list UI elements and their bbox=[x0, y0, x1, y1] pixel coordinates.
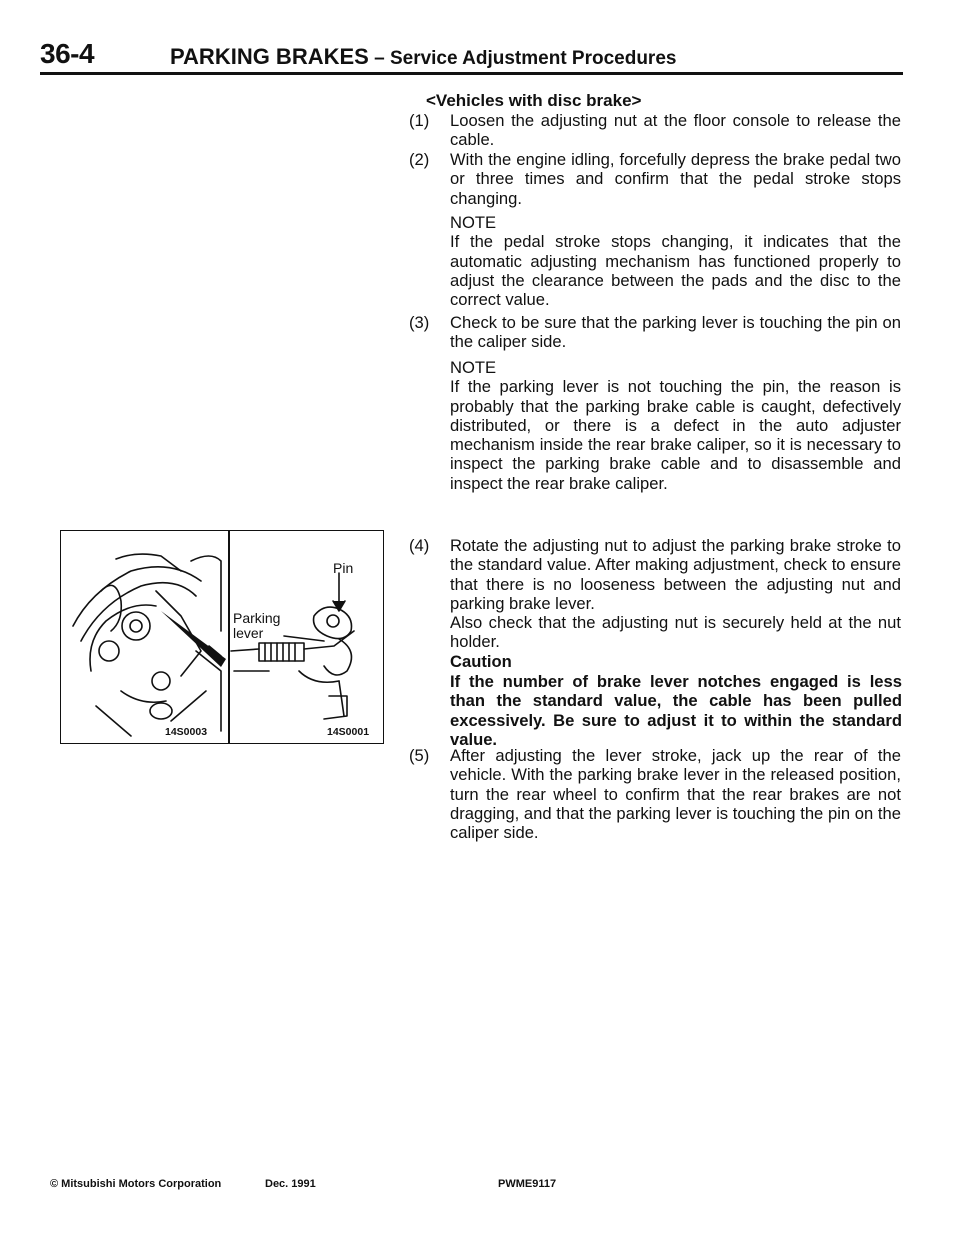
note-2 bbox=[450, 358, 901, 493]
page-number: 36-4 bbox=[40, 38, 95, 69]
caution-label: Caution bbox=[450, 652, 512, 671]
step-number: (4) bbox=[409, 536, 430, 555]
step-number: (5) bbox=[409, 746, 430, 765]
caution-block bbox=[450, 652, 902, 750]
page-header bbox=[40, 38, 903, 75]
figure-code-right: 14S0001 bbox=[327, 726, 370, 738]
footer-date: Dec. 1991 bbox=[265, 1178, 316, 1190]
footer-doc-code: PWME9117 bbox=[498, 1178, 557, 1190]
note-1 bbox=[450, 213, 901, 309]
note-text: If the parking lever is not touching the pin, the reason is probably that the parking brake cable is caught, defectively distributed, or there is a defect in the auto adjuster mechanism inside the rear brake caliper, so it is necessary to inspect the parking brake cable and to disassemble and inspect the rear brake caliper. bbox=[450, 377, 901, 493]
title-main: PARKING BRAKES bbox=[170, 44, 369, 69]
step-number: (1) bbox=[409, 111, 430, 130]
caliper-illustration bbox=[61, 531, 228, 743]
step-text: Check to be sure that the parking lever is touching the pin on the caliper side. bbox=[450, 313, 901, 352]
step-text: After adjusting the lever stroke, jack up the rear of the vehicle. With the parking brake lever in the released position, turn the rear wheel to confirm that the rear brakes are not dragging, and that the parking lever is touching the pin on the caliper side. bbox=[450, 746, 901, 843]
caution-text: If the number of brake lever notches engaged is less than the standard value, the cable has been pulled excessively. Be sure to adjust it to within the standard value. bbox=[450, 671, 902, 750]
figure-code-left: 14S0003 bbox=[165, 726, 208, 738]
label-parking: Parking bbox=[233, 610, 281, 626]
step-text: Rotate the adjusting nut to adjust the parking brake stroke to the standard value. After making adjustment, check to ensure that there is no looseness between the adjusting nut and parking brake lever. bbox=[450, 536, 901, 613]
note-text: If the pedal stroke stops changing, it indicates that the automatic adjusting mechanism has functioned properly to adjust the clearance between the pads and the disc to the correct value. bbox=[450, 232, 901, 310]
step-text: With the engine idling, forcefully depress the brake pedal two or three times and confirm that the pedal stroke stops changing. bbox=[450, 150, 901, 208]
label-lever: lever bbox=[233, 625, 264, 641]
section-heading: <Vehicles with disc brake> bbox=[426, 91, 642, 110]
note-label: NOTE bbox=[450, 358, 497, 377]
step-number: (3) bbox=[409, 313, 430, 332]
step-number: (2) bbox=[409, 150, 430, 169]
footer-copyright: © Mitsubishi Motors Corporation bbox=[50, 1178, 222, 1190]
page-title bbox=[170, 44, 676, 70]
step-text: Loosen the adjusting nut at the floor console to release the cable. bbox=[450, 111, 901, 150]
note-label: NOTE bbox=[450, 213, 497, 232]
step-4-extra: Also check that the adjusting nut is securely held at the nut holder. bbox=[450, 613, 901, 652]
title-sub: – Service Adjustment Procedures bbox=[368, 48, 677, 69]
label-pin: Pin bbox=[333, 560, 354, 576]
brake-illustration bbox=[60, 530, 384, 744]
